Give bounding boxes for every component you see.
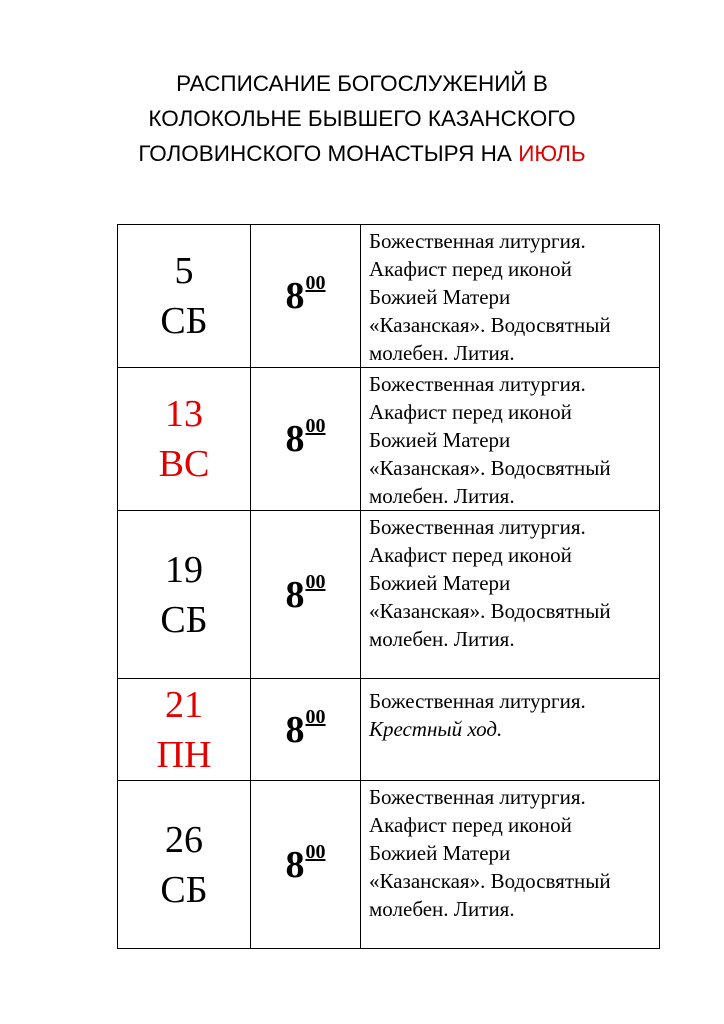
description-line: Божественная литургия.	[369, 515, 586, 539]
description-line: молебен. Лития.	[369, 627, 515, 651]
time-hour: 8	[285, 843, 305, 886]
title-month: ИЮЛЬ	[518, 141, 586, 166]
description-cell	[361, 781, 660, 949]
description-cell	[361, 511, 660, 679]
schedule-row	[118, 511, 660, 679]
description-line: Божией Матери	[369, 841, 511, 865]
time-cell	[251, 679, 361, 781]
service-time	[285, 705, 326, 752]
service-time	[285, 840, 326, 887]
day-number: 19	[165, 548, 203, 591]
title-line-1: РАСПИСАНИЕ БОГОСЛУЖЕНИЙ В	[176, 71, 548, 96]
description-line: молебен. Лития.	[369, 897, 515, 921]
time-cell	[251, 368, 361, 511]
description-line: молебен. Лития.	[369, 341, 515, 365]
time-minutes: 00	[305, 705, 326, 728]
description-line: Божественная литургия.	[369, 689, 586, 713]
description-cell	[361, 225, 660, 368]
schedule-row	[118, 781, 660, 949]
title-line-2: КОЛОКОЛЬНЕ БЫВШЕГО КАЗАНСКОГО	[148, 106, 576, 131]
title-line-3	[0, 136, 724, 171]
time-cell	[251, 511, 361, 679]
time-hour: 8	[285, 418, 305, 460]
time-hour: 8	[285, 573, 305, 616]
description-line: «Казанская». Водосвятный	[369, 456, 611, 480]
description-line: Божественная литургия.	[369, 229, 586, 253]
date-cell	[118, 679, 251, 781]
description-line: Акафист перед иконой	[369, 543, 572, 567]
description-cell	[361, 679, 660, 781]
day-number: 26	[165, 818, 203, 861]
description-line: Акафист перед иконой	[369, 813, 572, 837]
weekday: СБ	[160, 868, 208, 911]
date-cell	[118, 225, 251, 368]
service-time	[285, 570, 326, 617]
day-number: 5	[174, 250, 194, 292]
schedule-row	[118, 679, 660, 781]
description-line: Божией Матери	[369, 571, 511, 595]
description-line: Божественная литургия.	[369, 785, 586, 809]
weekday: СБ	[160, 598, 208, 641]
schedule-row	[118, 368, 660, 511]
description-cell	[361, 368, 660, 511]
description-line: Божией Матери	[369, 428, 511, 452]
description-line: молебен. Лития.	[369, 484, 515, 508]
time-minutes: 00	[305, 840, 326, 863]
service-time	[286, 274, 326, 318]
service-time	[286, 417, 326, 461]
weekday: ВС	[158, 443, 210, 485]
time-cell	[251, 225, 361, 368]
page-title	[0, 66, 724, 171]
time-hour: 8	[285, 275, 305, 317]
time-minutes: 00	[305, 415, 326, 437]
time-minutes: 00	[305, 272, 326, 294]
description-line: «Казанская». Водосвятный	[369, 869, 611, 893]
description-line: Божественная литургия.	[369, 372, 586, 396]
day-number: 13	[165, 393, 203, 435]
time-minutes: 00	[305, 570, 326, 593]
description-line: «Казанская». Водосвятный	[369, 599, 611, 623]
description-line: Акафист перед иконой	[369, 400, 572, 424]
schedule-table	[117, 224, 660, 949]
day-number: 21	[165, 683, 203, 726]
description-line: Божией Матери	[369, 285, 511, 309]
title-line-3-text: ГОЛОВИНСКОГО МОНАСТЫРЯ НА	[138, 141, 512, 166]
weekday: ПН	[156, 733, 212, 776]
date-cell	[118, 781, 251, 949]
date-cell	[118, 368, 251, 511]
time-cell	[251, 781, 361, 949]
description-line: «Казанская». Водосвятный	[369, 313, 611, 337]
weekday: СБ	[160, 300, 208, 342]
date-cell	[118, 511, 251, 679]
time-hour: 8	[285, 708, 305, 751]
description-line: Крестный ход.	[369, 717, 503, 741]
schedule-row	[118, 225, 660, 368]
description-line: Акафист перед иконой	[369, 257, 572, 281]
